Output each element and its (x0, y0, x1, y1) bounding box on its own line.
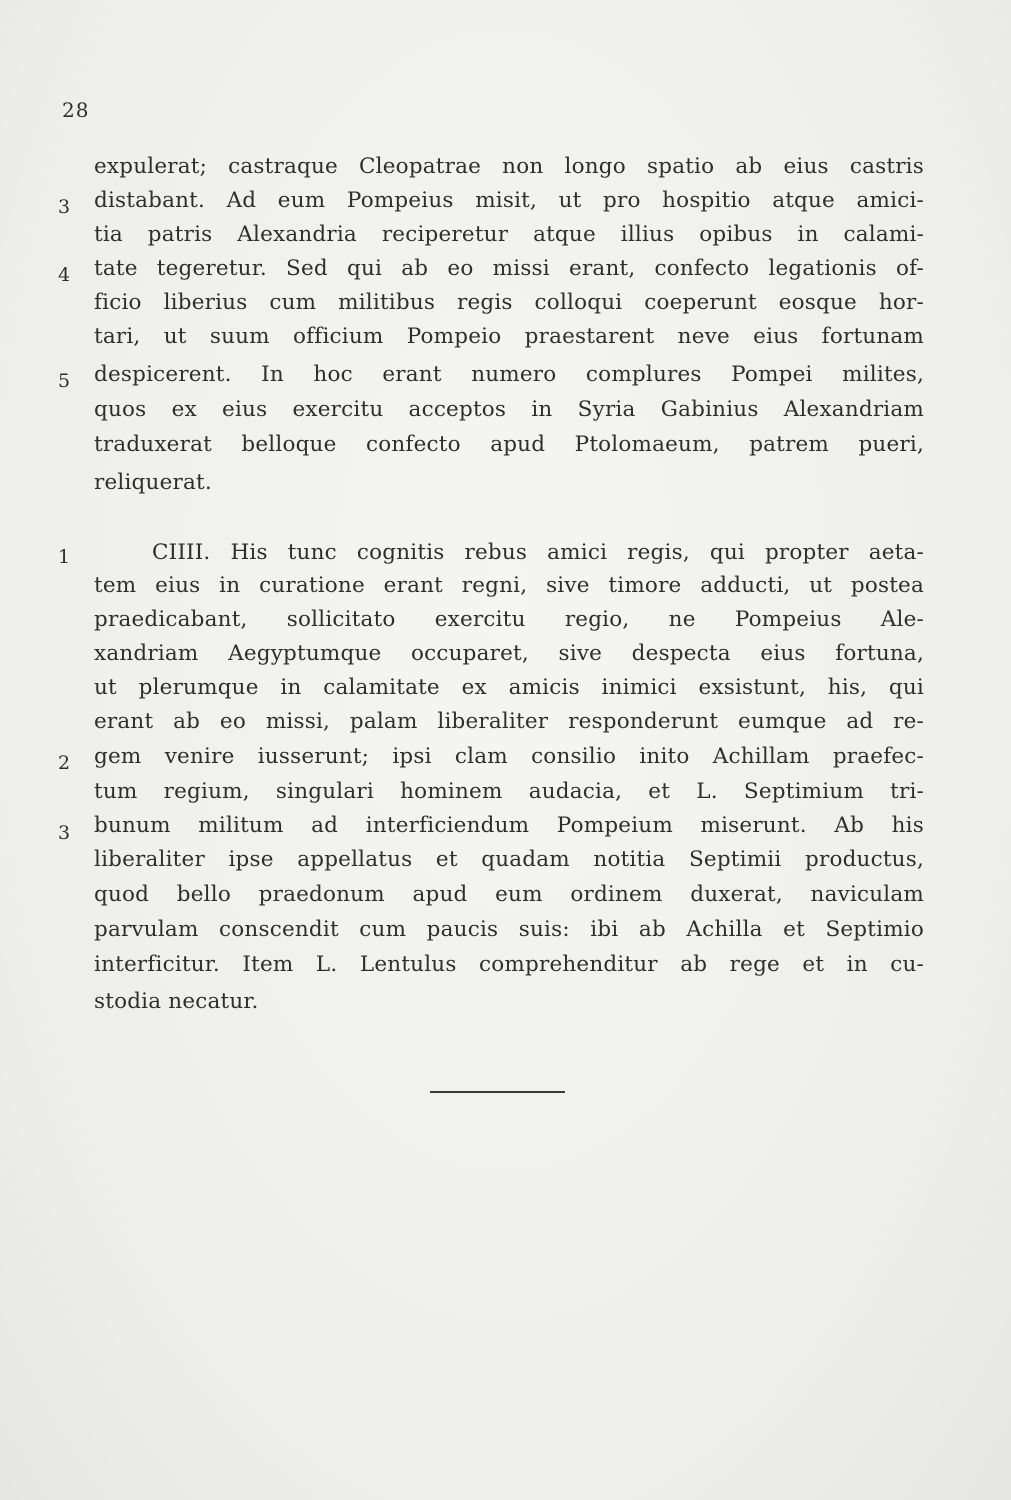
text-line: praedicabant, sollicitato exercitu regio, ne Pompeius Ale- (94, 607, 924, 632)
text-line: ut plerumque in calamitate ex amicis inimici exsistunt, his, qui (94, 675, 924, 700)
text-line: distabant. Ad eum Pompeius misit, ut pro hospitio atque amici- (94, 188, 924, 213)
margin-section-number: 3 (58, 822, 71, 844)
text-line: parvulam conscendit cum paucis suis: ibi ab Achilla et Septimio (94, 917, 924, 942)
text-line: gem venire iusserunt; ipsi clam consilio inito Achillam praefec- (94, 744, 924, 769)
text-line: CIIII. His tunc cognitis rebus amici regis, qui propter aeta- (152, 540, 924, 565)
text-line: erant ab eo missi, palam liberaliter responderunt eumque ad re- (94, 709, 924, 734)
margin-section-number: 2 (58, 752, 71, 774)
text-line: despicerent. In hoc erant numero complures Pompei milites, (94, 362, 924, 387)
text-line: xandriam Aegyptumque occuparet, sive despecta eius fortuna, (94, 641, 924, 666)
text-line: quod bello praedonum apud eum ordinem duxerat, naviculam (94, 882, 924, 907)
margin-section-number: 5 (58, 370, 71, 392)
text-line: interficitur. Item L. Lentulus comprehenditur ab rege et in cu- (94, 952, 924, 977)
text-line: tum regium, singulari hominem audacia, et L. Septimium tri- (94, 779, 924, 804)
text-line: tate tegeretur. Sed qui ab eo missi erant, confecto legationis of- (94, 256, 924, 281)
text-line: stodia necatur. (94, 989, 259, 1014)
section-divider (430, 1091, 565, 1093)
text-line: bunum militum ad interficiendum Pompeium miserunt. Ab his (94, 813, 924, 838)
text-line: tia patris Alexandria reciperetur atque illius opibus in calami- (94, 222, 924, 247)
text-line: tem eius in curatione erant regni, sive timore adducti, ut postea (94, 573, 924, 598)
text-line: reliquerat. (94, 470, 212, 495)
text-line: ficio liberius cum militibus regis colloqui coeperunt eosque hor- (94, 290, 924, 315)
margin-section-number: 3 (58, 196, 71, 218)
text-line: traduxerat belloque confecto apud Ptolomaeum, patrem pueri, (94, 432, 924, 457)
text-line: quos ex eius exercitu acceptos in Syria Gabinius Alexandriam (94, 397, 924, 422)
page-number: 28 (62, 98, 90, 122)
text-line: expulerat; castraque Cleopatrae non longo spatio ab eius castris (94, 154, 924, 179)
text-line: tari, ut suum officium Pompeio praestarent neve eius fortunam (94, 324, 924, 349)
margin-section-number: 4 (58, 264, 71, 286)
margin-section-number: 1 (58, 546, 71, 568)
text-line: liberaliter ipse appellatus et quadam notitia Septimii productus, (94, 847, 924, 872)
